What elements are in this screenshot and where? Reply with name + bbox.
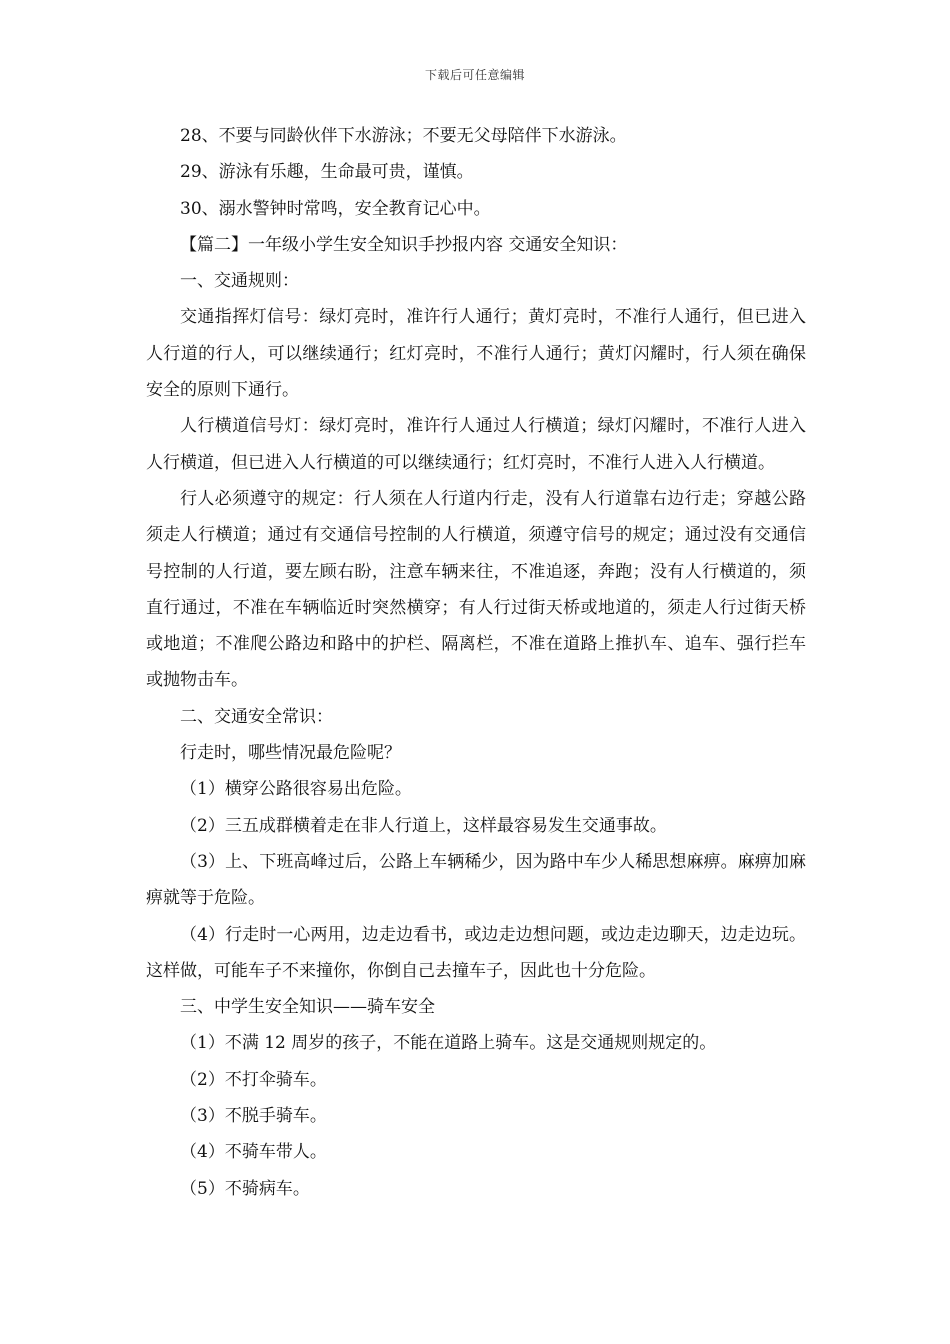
paragraph-item-30: 30、溺水警钟时常鸣，安全教育记心中。 [180,198,491,219]
section-heading-part-two: 【篇二】一年级小学生安全知识手抄报内容 交通安全知识： [180,234,628,255]
list-item-cycling-2: （2）不打伞骑车。 [180,1069,327,1090]
list-item-danger-3: （3）上、下班高峰过后，公路上车辆稀少，因为路中车少人稀思想麻痹。麻痹加麻痹就等于危险。 [146,851,806,909]
subheading-traffic-rules: 一、交通规则： [180,271,299,292]
list-item-danger-4: （4）行走时一心两用，边走边看书，或边走边想问题，或边走边聊天，边走边玩。这样做，可能车子不来撞你，你倒自己去撞车子，因此也十分危险。 [146,924,806,981]
paragraph-question: 行走时，哪些情况最危险呢？ [180,743,401,764]
page-header: 下载后可任意编辑 [424,68,525,82]
list-item-cycling-5: （5）不骑病车。 [180,1178,310,1199]
list-item-cycling-3: （3）不脱手骑车。 [180,1106,327,1127]
paragraph-item-29: 29、游泳有乐趣，生命最可贵，谨慎。 [180,162,474,183]
subheading-traffic-safety: 二、交通安全常识： [180,706,333,727]
list-item-danger-1: （1）横穿公路很容易出危险。 [180,779,412,800]
paragraph-crosswalk-signal: 人行横道信号灯：绿灯亮时，准许行人通过人行横道；绿灯闪耀时，不准行人进入人行横道，但已进入人行横道的可以继续通行；红灯亮时，不准行人进入人行横道。 [146,416,806,473]
paragraph-pedestrian-rules: 行人必须遵守的规定：行人须在人行道内行走，没有人行道靠右边行走；穿越公路须走人行横道；通过有交通信号控制的人行横道，须遵守信号的规定；通过没有交通信号控制的人行道，要左顾右盼，注意车辆来往，不准追逐，奔跑；没有人行横道的，须直行通过，不准在车辆临近时突然横穿；有人行过街天桥或地道的，须走人行过街天桥或地道；不准爬公路边和路中的护栏、隔离栏，不准在道路上推扒车、追车、强行拦车或抛物击车。 [146,488,806,691]
paragraph-traffic-light-signal: 交通指挥灯信号：绿灯亮时，准许行人通行；黄灯亮时，不准行人通行，但已进入人行道的行人，可以继续通行；红灯亮时，不准行人通行；黄灯闪耀时，行人须在确保安全的原则下通行。 [146,307,806,401]
document-body [146,118,806,1207]
paragraph-item-28: 28、不要与同龄伙伴下水游泳；不要无父母陪伴下水游泳。 [180,126,627,146]
list-item-danger-2: （2）三五成群横着走在非人行道上，这样最容易发生交通事故。 [180,815,667,836]
list-item-cycling-4: （4）不骑车带人。 [180,1142,327,1163]
list-item-cycling-1: （1）不满 12 周岁的孩子，不能在道路上骑车。这是交通规则规定的。 [180,1033,717,1054]
subheading-cycling-safety: 三、中学生安全知识——骑车安全 [180,997,435,1018]
